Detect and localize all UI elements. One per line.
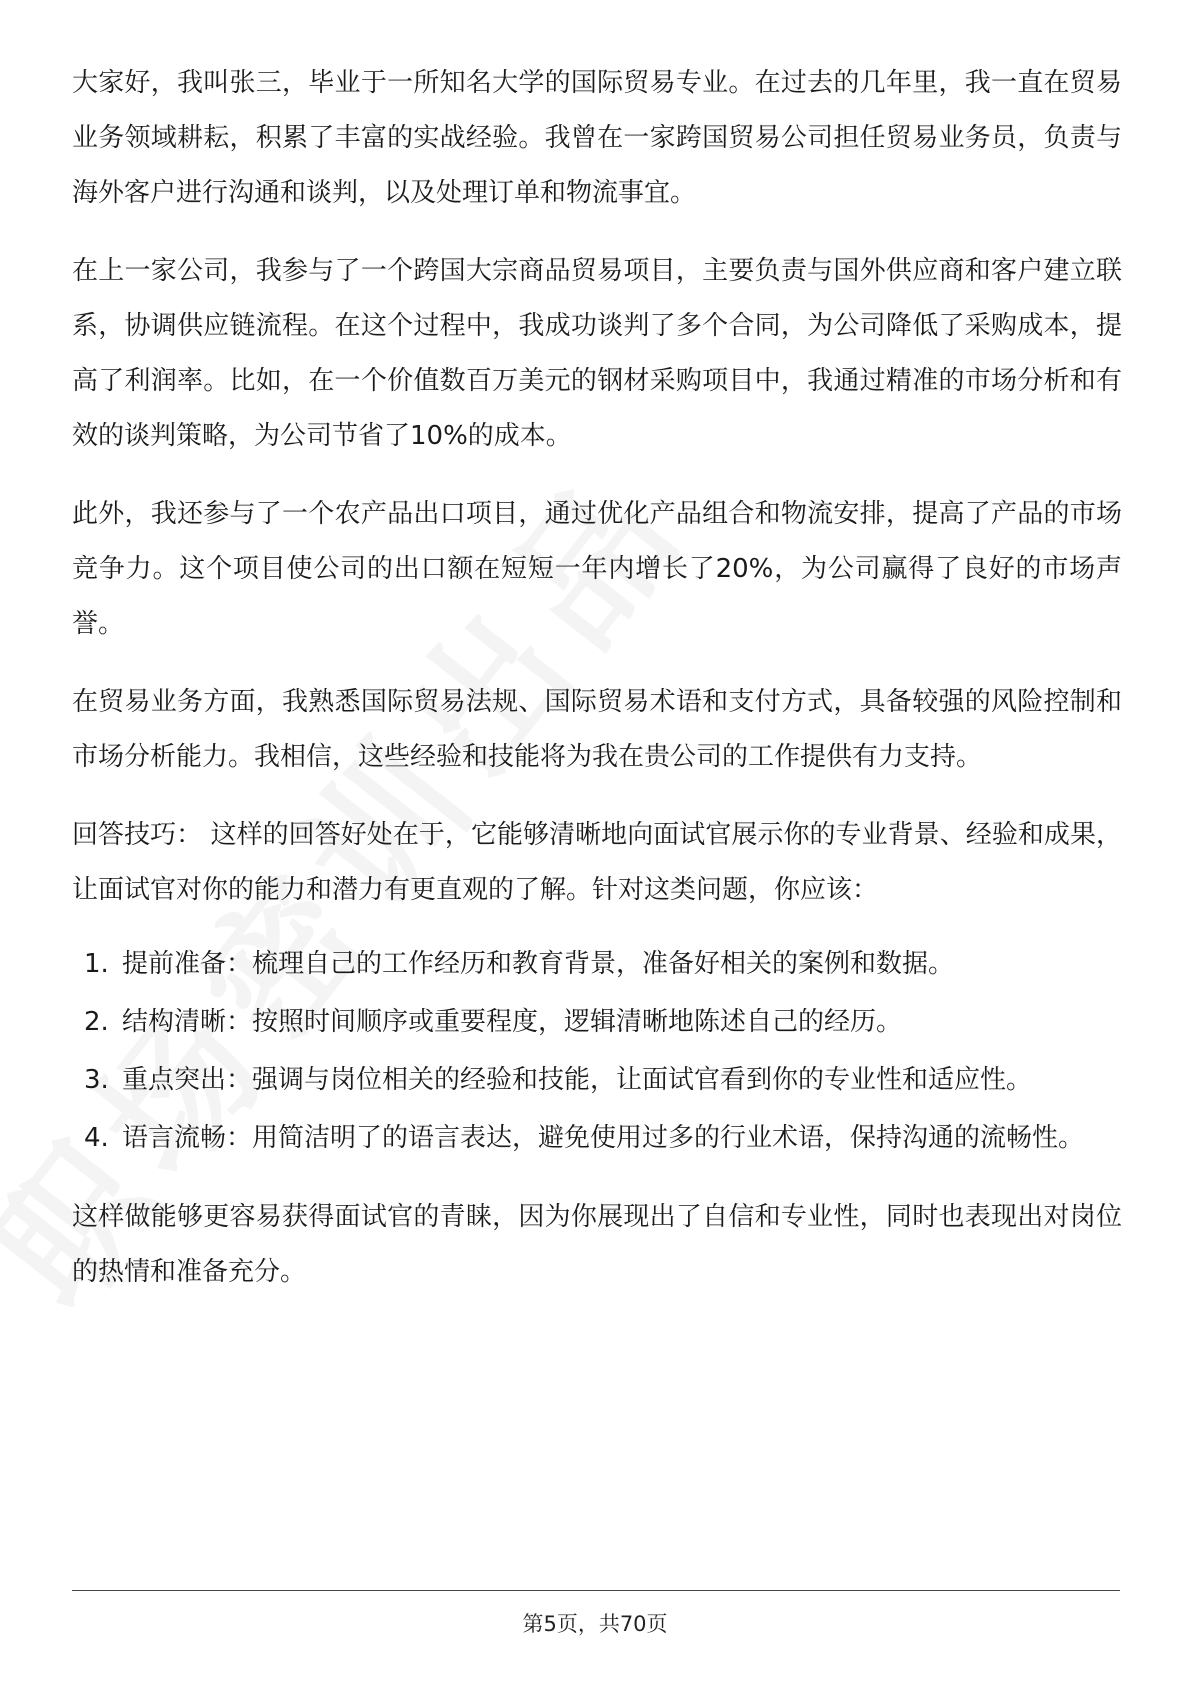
list-number: 1.	[84, 949, 109, 979]
footer-divider	[72, 1590, 1120, 1591]
intro-paragraph: 大家好，我叫张三，毕业于一所知名大学的国际贸易专业。在过去的几年里，我一直在贸易业务领域耕耘，积累了丰富的实战经验。我曾在一家跨国贸易公司担任贸易业务员，负责与海外客户进行沟通和谈判，以及处理订单和物流事宜。	[72, 68, 1122, 208]
list-number: 3.	[84, 1065, 109, 1095]
closing-paragraph: 这样做能够更容易获得面试官的青睐，因为你展现出了自信和专业性，同时也表现出对岗位的热情和准备充分。	[72, 1202, 1122, 1287]
tips-list	[72, 937, 1122, 1166]
list-item	[72, 995, 1122, 1050]
experience-paragraph: 在上一家公司，我参与了一个跨国大宗商品贸易项目，主要负责与国外供应商和客户建立联系，协调供应链流程。在这个过程中，我成功谈判了多个合同，为公司降低了采购成本，提高了利润率。比如，在一个价值数百万美元的钢材采购项目中，我通过精准的市场分析和有效的谈判策略，为公司节省了10%的成本。	[72, 256, 1122, 451]
list-number: 2.	[84, 1007, 109, 1037]
list-item	[72, 937, 1122, 992]
list-item-text: 提前准备：梳理自己的工作经历和教育背景，准备好相关的案例和数据。	[122, 949, 955, 979]
tips-intro-paragraph: 回答技巧： 这样的回答好处在于，它能够清晰地向面试官展示你的专业背景、经验和成果，让面试官对你的能力和潜力有更直观的了解。针对这类问题，你应该：	[72, 820, 1122, 905]
skills-paragraph: 在贸易业务方面，我熟悉国际贸易法规、国际贸易术语和支付方式，具备较强的风险控制和市场分析能力。我相信，这些经验和技能将为我在贵公司的工作提供有力支持。	[72, 687, 1122, 772]
page-number: 第5页，共70页	[522, 1612, 668, 1636]
list-item	[72, 1053, 1122, 1108]
list-item-text: 重点突出：强调与岗位相关的经验和技能，让面试官看到你的专业性和适应性。	[122, 1065, 1033, 1095]
list-item-text: 结构清晰：按照时间顺序或重要程度，逻辑清晰地陈述自己的经历。	[122, 1007, 903, 1037]
list-number: 4.	[84, 1123, 109, 1153]
page-content	[72, 56, 1122, 1323]
list-item-text: 语言流畅：用简洁明了的语言表达，避免使用过多的行业术语，保持沟通的流畅性。	[122, 1123, 1085, 1153]
project-paragraph: 此外，我还参与了一个农产品出口项目，通过优化产品组合和物流安排，提高了产品的市场竞争力。这个项目使公司的出口额在短短一年内增长了20%，为公司赢得了良好的市场声誉。	[72, 499, 1122, 639]
list-item	[72, 1111, 1122, 1166]
